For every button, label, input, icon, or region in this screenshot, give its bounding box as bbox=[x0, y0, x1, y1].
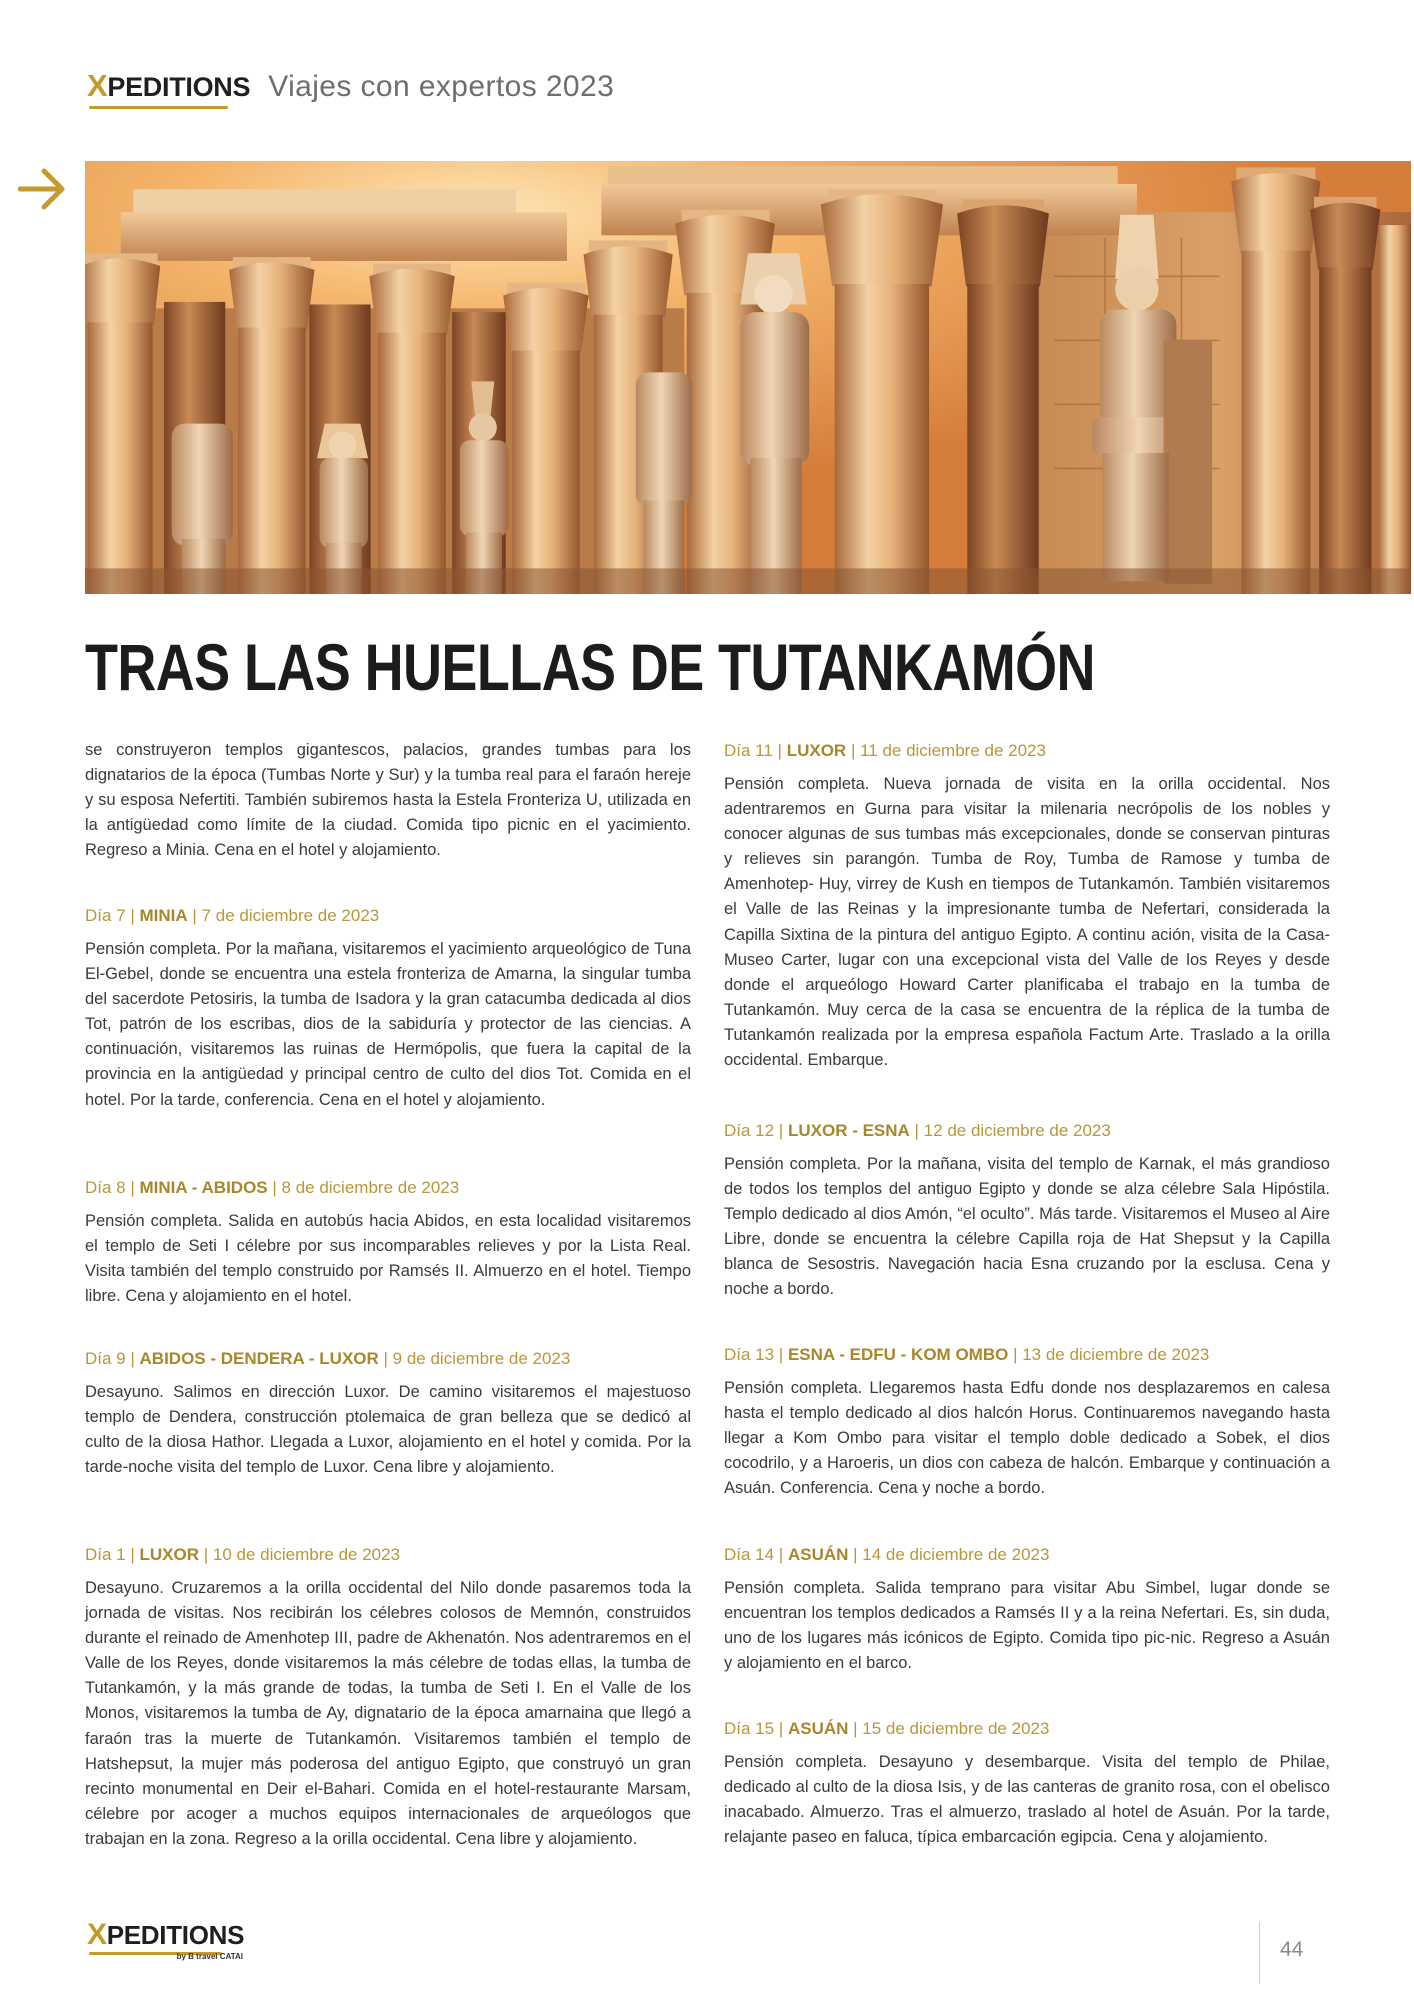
statue-head bbox=[754, 275, 792, 313]
column-1 bbox=[85, 253, 160, 594]
column-capital bbox=[821, 194, 943, 286]
day-date: | 8 de diciembre de 2023 bbox=[272, 1178, 460, 1197]
day-place: LUXOR bbox=[139, 1545, 200, 1564]
column-shaft bbox=[1241, 251, 1310, 594]
day-place: ABIDOS - DENDERA - LUXOR bbox=[139, 1349, 379, 1368]
arrow-right-icon-shape bbox=[20, 171, 62, 207]
day-label: Día 11 | bbox=[724, 741, 782, 760]
intro-paragraph: se construyeron templos gigantescos, palacios, grandes tumbas para los dignatarios de la época (Tumbas Norte y Sur) y la tumba real para el faraón hereje y su esposa Nefertiti. También subiremos hasta la Estela Fronteriza U, utilizada en la antigüedad como límite de la ciudad. Comida tipo picnic en el yacimiento. Regreso a Minia. Cena en el hotel y alojamiento. bbox=[85, 741, 691, 860]
column-shaft bbox=[512, 351, 580, 594]
day-heading bbox=[724, 1342, 1330, 1367]
column-2 bbox=[229, 257, 314, 594]
brand-logo bbox=[87, 68, 250, 104]
day-heading bbox=[85, 1542, 691, 1567]
footer-logo bbox=[87, 1918, 257, 1970]
ground-shadow bbox=[85, 568, 1411, 594]
day-description: Pensión completa. Salida temprano para visitar Abu Simbel, lugar donde se encuentran los templos dedicados a Ramsés II y a la reina Nefertari. Es, sin duda, uno de los lugares más icónicos de Egipto. Comida tipo pic-nic. Regreso a Asuán y alojamiento en el barco. bbox=[724, 1579, 1330, 1673]
temple-photo bbox=[85, 161, 1411, 594]
column-11 bbox=[1378, 225, 1411, 594]
day-label: Día 13 | bbox=[724, 1345, 784, 1364]
left-architrave-top bbox=[133, 189, 516, 215]
day-date: | 13 de diciembre de 2023 bbox=[1013, 1345, 1210, 1364]
column-capital bbox=[1310, 203, 1380, 270]
day-label: Día 15 | bbox=[724, 1719, 784, 1738]
footer-brand-sub: by B travel CATAI bbox=[176, 1952, 243, 1961]
column-shaft bbox=[238, 328, 306, 594]
statue-head bbox=[329, 431, 357, 459]
statue-body bbox=[636, 372, 692, 507]
day-heading bbox=[724, 1118, 1330, 1143]
day-place: MINIA - ABIDOS bbox=[139, 1178, 268, 1197]
footer-brand-text: PEDITIONS bbox=[106, 1920, 245, 1950]
day-label: Día 9 | bbox=[85, 1349, 135, 1368]
day-place: MINIA bbox=[139, 906, 188, 925]
day-heading bbox=[724, 738, 1330, 763]
day-label: Día 1 | bbox=[85, 1545, 135, 1564]
statue-legs bbox=[1102, 453, 1168, 581]
day-place: LUXOR - ESNA bbox=[787, 1121, 910, 1140]
day-description: Pensión completa. Salida en autobús hacia Abidos, en esta localidad visitaremos el templo de Seti I célebre por sus incomparables relieves y por la Lista Real. Visita también del templo construido por Ramsés II. Almuerzo en el hotel. Tiempo libre. Cena y alojamiento en el hotel. bbox=[85, 1212, 691, 1306]
day-label: Día 7 | bbox=[85, 906, 135, 925]
statue-body bbox=[460, 440, 508, 536]
day-date: | 14 de diciembre de 2023 bbox=[853, 1545, 1050, 1564]
statue-head bbox=[469, 413, 497, 441]
intro-block bbox=[85, 738, 691, 863]
day-block bbox=[85, 903, 691, 1113]
column-10 bbox=[1310, 197, 1380, 594]
day-description: Desayuno. Salimos en dirección Luxor. De camino visitaremos el majestuoso templo de Dendera, construcción ptolemaica de gran belleza que se dedicó al culto de la diosa Hathor. Llegada a Luxor, alojamiento en el hotel y comida. Por la tarde-noche visita del templo de Luxor. Cena libre y alojamiento. bbox=[85, 1383, 691, 1477]
column-shaft bbox=[1319, 267, 1371, 594]
day-description: Pensión completa. Llegaremos hasta Edfu donde nos desplazaremos en calesa hasta el templo dedicado al dios halcón Horus. Continuaremos navegando hasta llegar a Kom Ombo para visitar el templo doble dedicado a Sobek, el dios cocodrilo, y a Haroeris, un dios con cabeza de halcón. Embarque y continuación a Asuán. Conferencia. Cena y noche a bordo. bbox=[724, 1379, 1330, 1498]
brand-logo-text: PEDITIONS bbox=[107, 72, 251, 102]
day-label: Día 14 | bbox=[724, 1545, 784, 1564]
day-block bbox=[85, 1542, 691, 1852]
day-heading bbox=[85, 903, 691, 928]
statue-crown bbox=[471, 381, 494, 417]
day-place: LUXOR bbox=[786, 741, 847, 760]
day-heading bbox=[85, 1175, 691, 1200]
day-date: | 7 de diciembre de 2023 bbox=[192, 906, 380, 925]
column-8 bbox=[957, 199, 1049, 594]
day-heading bbox=[724, 1716, 1330, 1741]
day-date: | 12 de diciembre de 2023 bbox=[914, 1121, 1111, 1140]
page-title: TRAS LAS HUELLAS DE TUTANKAMÓN bbox=[85, 631, 1095, 705]
day-date: | 10 de diciembre de 2023 bbox=[203, 1545, 401, 1564]
day-heading bbox=[724, 1542, 1330, 1567]
statue-body bbox=[172, 424, 233, 546]
day-block bbox=[724, 1342, 1330, 1501]
day-label: Día 8 | bbox=[85, 1178, 135, 1197]
column-capital bbox=[369, 269, 454, 336]
day-description: Pensión completa. Por la mañana, visita del templo de Karnak, el más grandioso de todos los templos del antiguo Egipto y donde se alza célebre Sala Hipóstila. Templo dedicado al dios Amón, “el oculto”. Más tarde. Visitaremos el Museo al Aire Libre, donde se encuentra la célebre Capilla roja de Hat Shepsut y la Capilla blanca de Sesostris. Navegación hacia Esna cruzando por la esclusa. Cena y noche a bordo. bbox=[724, 1155, 1330, 1299]
day-place: ASUÁN bbox=[787, 1719, 849, 1738]
statue-body bbox=[320, 458, 368, 548]
column-shaft bbox=[967, 284, 1038, 594]
day-block bbox=[724, 1716, 1330, 1850]
day-heading bbox=[85, 1346, 691, 1371]
day-date: | 15 de diciembre de 2023 bbox=[853, 1719, 1050, 1738]
column-4 bbox=[503, 283, 588, 594]
column-7 bbox=[821, 189, 943, 594]
left-architrave bbox=[121, 212, 567, 261]
column-capital bbox=[85, 258, 160, 325]
footer-divider bbox=[1259, 1922, 1260, 1984]
day-block bbox=[85, 1346, 691, 1480]
column-shaft bbox=[835, 284, 929, 594]
column-9 bbox=[1231, 167, 1320, 594]
column-shaft bbox=[1378, 225, 1411, 594]
day-description: Pensión completa. Desayuno y desembarque. Visita del templo de Philae, dedicado al culto de la diosa Isis, y de las canteras de granito rosa, con el obelisco inacabado. Almuerzo. Tras el almuerzo, traslado al hotel de Asuán. Por la tarde, relajante paseo en faluca, típica embarcación egipcia. Cena y alojamiento. bbox=[724, 1753, 1330, 1847]
statue-body bbox=[740, 312, 809, 466]
brand-logo-x: X bbox=[87, 68, 108, 103]
brand-logo-swoosh bbox=[89, 106, 228, 109]
arrow-right-icon bbox=[18, 166, 68, 212]
day-block bbox=[724, 1118, 1330, 1303]
day-description: Desayuno. Cruzaremos a la orilla occidental del Nilo donde pasaremos toda la jornada de visitas. Nos recibirán los célebres colosos de Memnón, construidos durante el reinado de Amenhotep III, padre de Akhenatón. Nos adentraremos en el Valle de los Reyes, donde visitaremos la más célebre de todas ellas, la tumba de Tutankamón, y la más grande de todas, la tumba de Seti I. En el Valle de los Monos, visitaremos la tumba de Ay, dignatario de la época amarnaina que llegó a faraón tras la muerte de Tutankamón. Visitaremos también el templo de Hatshepsut, la mujer más poderosa del antiguo Egipto, que construyó un gran recinto monumental en Deir el-Bahari. Comida en el hotel-restaurante Marsam, célebre por acoger a muchos equipos internacionales de arqueólogos que trabajan en la zona. Regreso a la orilla occidental. Cena libre y alojamiento. bbox=[85, 1579, 691, 1848]
statue-5 bbox=[740, 253, 809, 594]
day-place: ASUÁN bbox=[787, 1545, 849, 1564]
statue-throne bbox=[1164, 340, 1212, 583]
column-shaft bbox=[378, 333, 446, 594]
page-number: 44 bbox=[1280, 1938, 1304, 1961]
page-header bbox=[87, 68, 614, 112]
footer-brand bbox=[87, 1920, 244, 1950]
day-place: ESNA - EDFU - KOM OMBO bbox=[787, 1345, 1009, 1364]
day-block bbox=[724, 738, 1330, 1073]
day-block bbox=[85, 1175, 691, 1309]
day-block bbox=[724, 1542, 1330, 1676]
column-capital bbox=[503, 288, 588, 353]
column-capital bbox=[957, 205, 1049, 286]
day-description: Pensión completa. Por la mañana, visitaremos el yacimiento arqueológico de Tuna El-Gebel, donde se encuentra una estela fronteriza de Amarna, la singular tumba del sacerdote Petosiris, la tumba de Isadora y la gran catacumba dedicada al dios Tot, patrón de los escribas, dios de la sabiduría y protector de las ciencias. A continuación, visitaremos las ruinas de Hermópolis, que fuera la capital de la provincia en la antigüedad y principal centro de culto del dios Tot. Comida en el hotel. Por la tarde, conferencia. Cena en el hotel y alojamiento. bbox=[85, 940, 691, 1109]
column-capital bbox=[229, 262, 314, 330]
column-capital bbox=[584, 246, 673, 317]
column-capital bbox=[1231, 173, 1320, 253]
header-tagline: Viajes con expertos 2023 bbox=[268, 70, 615, 103]
column-shaft bbox=[88, 322, 153, 594]
day-date: | 9 de diciembre de 2023 bbox=[383, 1349, 571, 1368]
footer-brand-x: X bbox=[87, 1918, 107, 1951]
statue-4 bbox=[636, 372, 692, 594]
day-label: Día 12 | bbox=[724, 1121, 784, 1140]
right-architrave-top bbox=[608, 166, 1118, 186]
day-description: Pensión completa. Nueva jornada de visita en la orilla occidental. Nos adentraremos en Gurna para visitar la milenaria necrópolis de los nobles y conocer algunas de sus tumbas más excepcionales, donde se conservan pinturas y relieves sin parangón. Tumba de Roy, Tumba de Ramose y tumba de Amenhotep- Huy, virrey de Kush en tiempos de Tutankamón. También visitaremos el Valle de las Reinas y la impresionante tumba de Nefertari, considerada la Capilla Sixtina de la pintura del antiguo Egipto. A continu ación, visita de la Casa-Museo Carter, lugar con una excepcional vista del Valle de los Reyes y desde donde el arqueólogo Howard Carter planificaba el trabajo en la tumba de Tutankamón. Muy cerca de la casa se encuentra de la réplica de la tumba de Tutankamón realizada por la empresa española Factum Arte. Traslado a la orilla occidental. Embarque. bbox=[724, 775, 1330, 1070]
statue-head bbox=[1115, 267, 1158, 311]
column-3 bbox=[369, 263, 454, 594]
day-date: | 11 de diciembre de 2023 bbox=[850, 741, 1046, 760]
